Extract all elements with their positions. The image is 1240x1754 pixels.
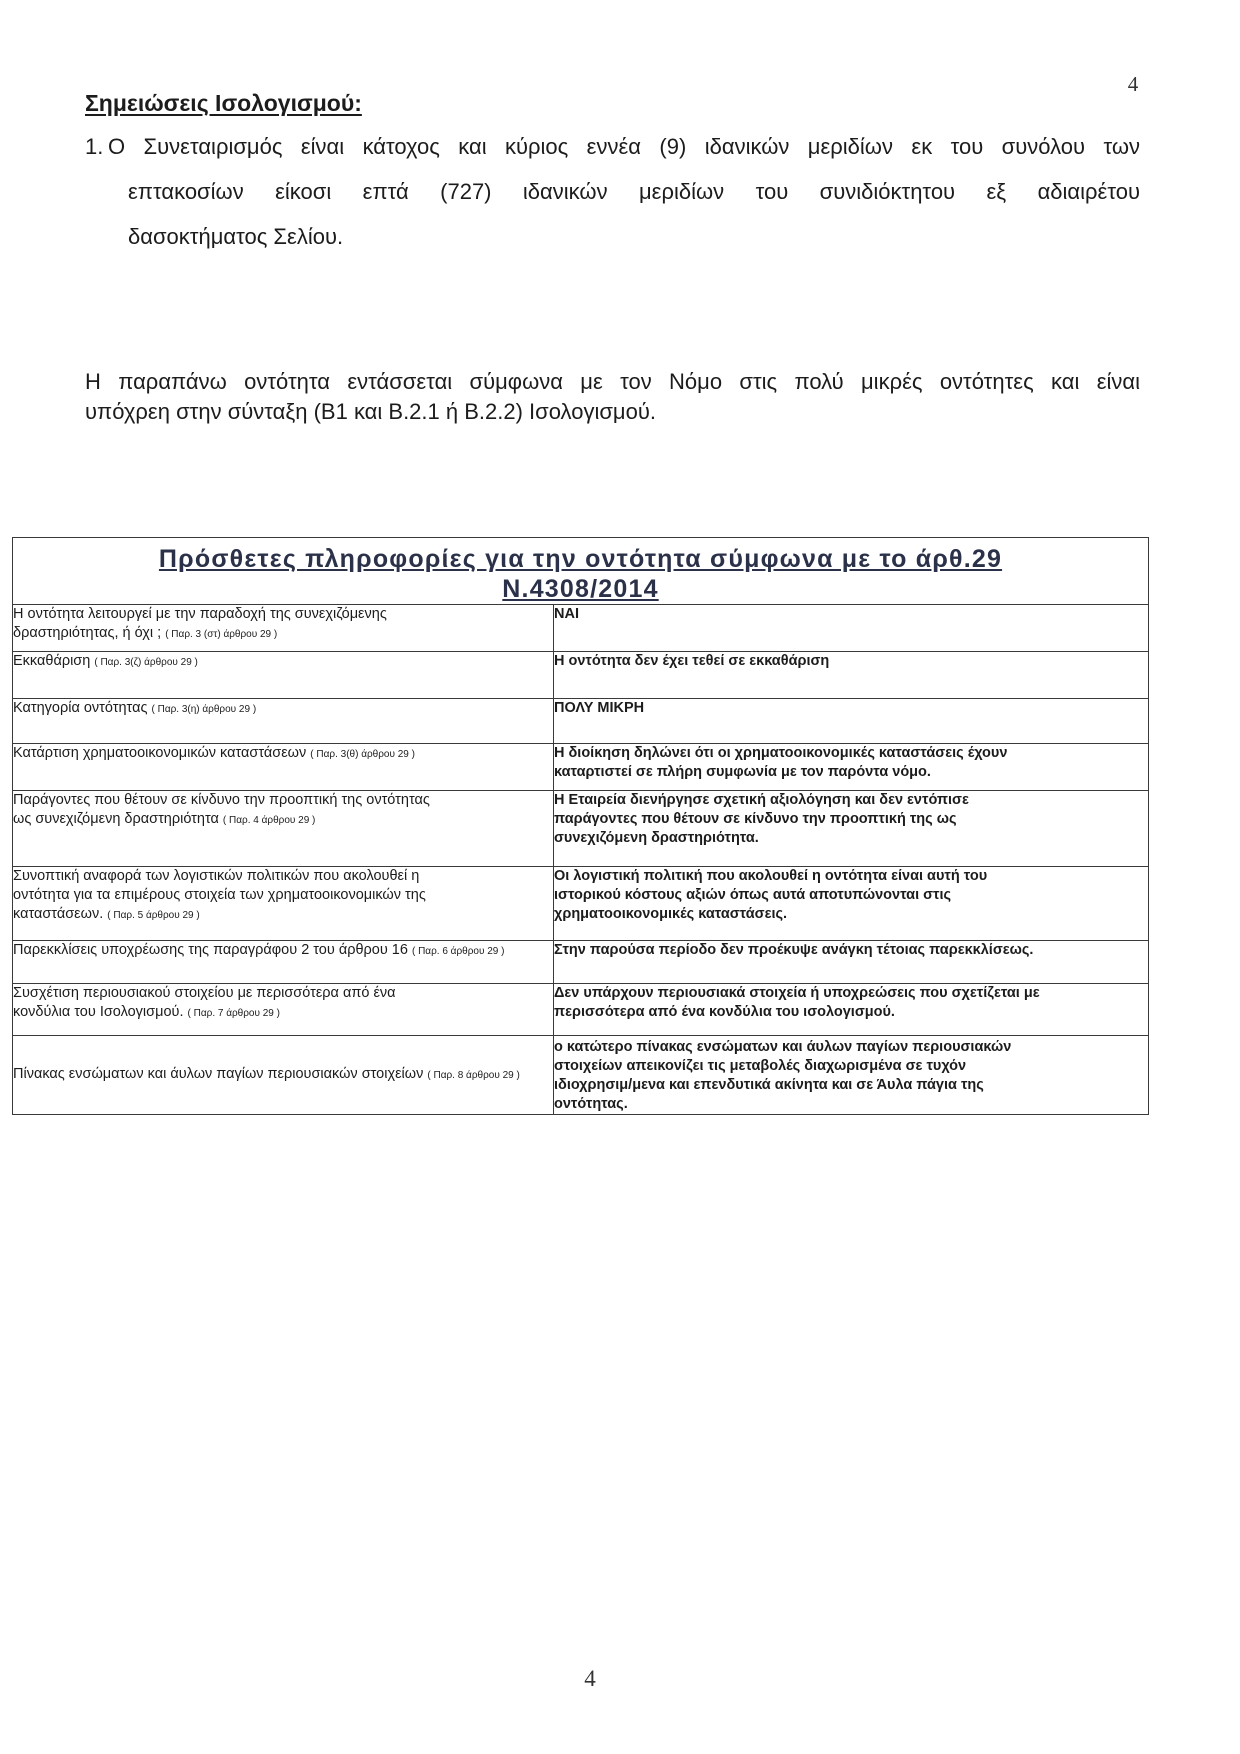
info-value-line: ΝΑΙ [554, 606, 579, 622]
info-label-line [13, 605, 553, 624]
notes-heading: Σημειώσεις Ισολογισμού: [85, 90, 362, 116]
info-value-cell [554, 791, 1149, 867]
page-number-bottom: 4 [584, 1666, 596, 1691]
note-line: επτακοσίων είκοσι επτά (727) ιδανικών μεριδίων του συνιδιόκτητου εξ αδιαιρέτου [128, 179, 1140, 204]
article-reference: ( Παρ. 4 άρθρου 29 ) [222, 815, 316, 826]
additional-info-table [12, 537, 1149, 1115]
info-label-text: Εκκαθάριση [13, 653, 91, 669]
note-line: Ο Συνεταιρισμός είναι κάτοχος και κύριος εννέα (9) ιδανικών μεριδίων εκ του συνόλου των [108, 134, 1140, 159]
article-reference: ( Παρ. 7 άρθρου 29 ) [187, 1008, 280, 1019]
article-reference: ( Παρ. 5 άρθρου 29 ) [107, 910, 200, 921]
table-row [13, 652, 1149, 699]
info-value-line: Η Εταιρεία διενήργησε σχετική αξιολόγηση και δεν εντόπισε [554, 792, 969, 808]
table-row [13, 605, 1149, 652]
table-row [13, 867, 1149, 941]
info-label-text: Παράγοντες που θέτουν σε κίνδυνο την προοπτική της οντότητας [13, 792, 430, 808]
table-title-line: Πρόσθετες πληροφορίες για την οντότητα σύμφωνα με το άρθ.29 [158, 545, 1003, 573]
table-row [13, 791, 1149, 867]
info-value-line: συνεχιζόμενη δραστηριότητα. [554, 830, 759, 846]
info-value-line: Στην παρούσα περίοδο δεν προέκυψε ανάγκη τέτοιας παρεκκλίσεως. [554, 942, 1034, 958]
info-label-cell [13, 867, 554, 941]
info-value-line: ιστορικού κόστους αξιών όπως αυτά αποτυπώνονται στις [554, 887, 952, 903]
info-value-line: Η οντότητα δεν έχει τεθεί σε εκκαθάριση [554, 653, 830, 669]
table-body [13, 605, 1149, 1115]
table-title [13, 538, 1149, 605]
info-value-line: Δεν υπάρχουν περιουσιακά στοιχεία ή υποχρεώσεις που σχετίζεται με [554, 985, 1040, 1001]
info-label-line [13, 652, 553, 672]
info-value-line: καταρτιστεί σε πλήρη συμφωνία με τον παρόντα νόμο. [554, 764, 931, 780]
info-value-line: οντότητας. [554, 1096, 628, 1112]
info-label-cell [13, 941, 554, 984]
table-row [13, 941, 1149, 984]
paragraph-line: υπόχρεη στην σύνταξη (Β1 και Β.2.1 ή Β.2.2) Ισολογισμού. [85, 399, 656, 424]
article-reference: ( Παρ. 3(η) άρθρου 29 ) [151, 704, 257, 715]
article-reference: ( Παρ. 3(ζ) άρθρου 29 ) [94, 657, 198, 668]
info-label-text: Συσχέτιση περιουσιακού στοιχείου με περισσότερα από ένα [13, 985, 396, 1001]
article-reference: ( Παρ. 3 (στ) άρθρου 29 ) [165, 629, 278, 640]
info-value-line: ο κατώτερο πίνακας ενσώματων και άυλων παγίων περιουσιακών [554, 1039, 1012, 1055]
info-label-text: καταστάσεων. [13, 906, 104, 922]
info-label-text: Πίνακας ενσώματων και άυλων παγίων περιουσιακών στοιχείων [13, 1066, 424, 1082]
info-value-line: Οι λογιστική πολιτική που ακολουθεί η οντότητα είναι αυτή του [554, 868, 988, 884]
info-label-cell [13, 1036, 554, 1115]
info-value-cell [554, 984, 1149, 1036]
info-label-cell [13, 791, 554, 867]
info-value-line: ΠΟΛΥ ΜΙΚΡΗ [554, 700, 645, 716]
info-label-text: Η οντότητα λειτουργεί με την παραδοχή της συνεχιζόμενης [13, 606, 387, 622]
info-label-cell [13, 699, 554, 744]
article-reference: ( Παρ. 8 άρθρου 29 ) [427, 1070, 520, 1081]
info-value-line: ιδιοχρησιμ/μενα και επενδυτικά ακίνητα και σε Άυλα πάγια της [554, 1077, 984, 1093]
info-label-line [13, 984, 553, 1003]
info-value-line: στοιχείων απεικονίζει τις μεταβολές διαχωρισμένα σε τυχόν [554, 1058, 967, 1074]
info-value-line: χρηματοοικονομικές καταστάσεις. [554, 906, 788, 922]
info-label-text: Κατάρτιση χρηματοοικονομικών καταστάσεων [13, 745, 307, 761]
info-label-cell [13, 605, 554, 652]
info-label-line [13, 886, 553, 905]
info-value-cell [554, 867, 1149, 941]
note-number: 1. [85, 134, 104, 159]
table-title-line: Ν.4308/2014 [502, 575, 659, 603]
info-value-line: παράγοντες που θέτουν σε κίνδυνο την προοπτική της ως [554, 811, 957, 827]
info-label-cell [13, 984, 554, 1036]
info-value-cell [554, 941, 1149, 984]
info-label-text: Παρεκκλίσεις υποχρέωσης της παραγράφου 2 του άρθρου 16 [13, 942, 408, 958]
info-value-cell [554, 1036, 1149, 1115]
table-row [13, 744, 1149, 791]
info-label-cell [13, 744, 554, 791]
article-reference: ( Παρ. 6 άρθρου 29 ) [411, 946, 505, 957]
info-label-line [13, 867, 553, 886]
info-label-text: ως συνεχιζόμενη δραστηριότητα [13, 811, 219, 827]
info-label-text: Συνοπτική αναφορά των λογιστικών πολιτικών που ακολουθεί η [13, 868, 420, 884]
info-value-cell [554, 605, 1149, 652]
info-label-line [13, 941, 553, 961]
info-label-text: Κατηγορία οντότητας [13, 700, 148, 716]
info-label-text: οντότητα για τα επιμέρους στοιχεία των χρηματοοικονομικών της [13, 887, 426, 903]
info-value-cell [554, 652, 1149, 699]
article-reference: ( Παρ. 3(θ) άρθρου 29 ) [310, 749, 415, 760]
page-number-top: 4 [1127, 72, 1139, 96]
info-value-line: περισσότερα από ένα κονδύλια του ισολογισμού. [554, 1004, 895, 1020]
info-label-line [13, 791, 553, 810]
info-value-line: Η διοίκηση δηλώνει ότι οι χρηματοοικονομικές καταστάσεις έχουν [554, 745, 1008, 761]
info-label-text: κονδύλια του Ισολογισμού. [13, 1004, 184, 1020]
info-label-text: δραστηριότητας, ή όχι ; [13, 625, 162, 641]
info-label-line [13, 744, 553, 764]
info-label-line [13, 810, 553, 830]
info-label-line [13, 624, 553, 644]
info-label-cell [13, 652, 554, 699]
info-value-cell [554, 699, 1149, 744]
table-row [13, 699, 1149, 744]
info-label-line [13, 1003, 553, 1023]
info-label-line [13, 1065, 553, 1085]
table-row [13, 984, 1149, 1036]
table-header-row [13, 538, 1149, 605]
info-label-line [13, 905, 553, 925]
paragraph-line: Η παραπάνω οντότητα εντάσσεται σύμφωνα με τον Νόμο στις πολύ μικρές οντότητες και είναι [85, 369, 1140, 394]
info-value-cell [554, 744, 1149, 791]
table-row [13, 1036, 1149, 1115]
note-line: δασοκτήματος Σελίου. [128, 224, 344, 249]
info-label-line [13, 699, 553, 719]
